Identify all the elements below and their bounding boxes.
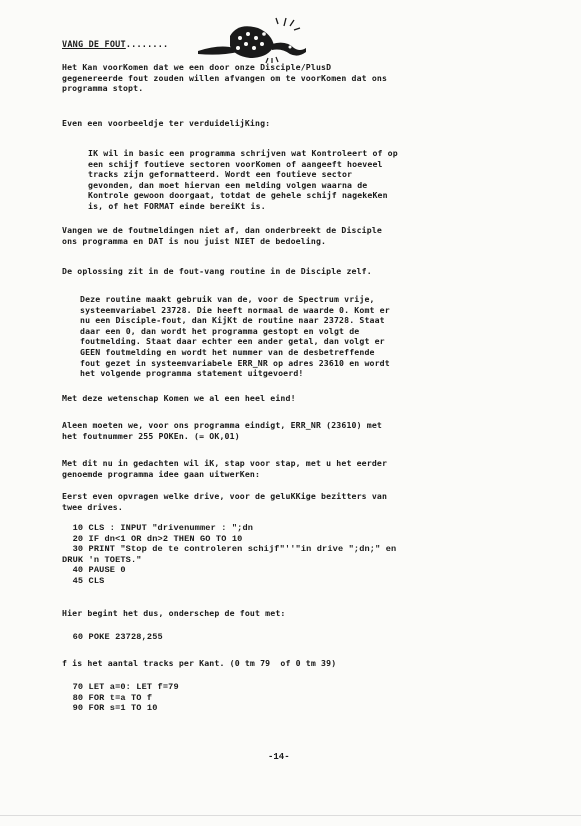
page-edge bbox=[0, 815, 581, 816]
solution-paragraph: De oplossing zit in de fout-vang routine in de Disciple zelf. bbox=[62, 266, 372, 276]
poke-paragraph: Aleen moeten we, voor ons programma eindigt, ERR_NR (23610) met het foutnummer 255 POKEn. (= OK,01) bbox=[62, 420, 382, 441]
knowledge-paragraph: Met deze wetenschap Komen we al een heel eind! bbox=[62, 393, 296, 403]
section-heading bbox=[62, 40, 168, 50]
tracks-paragraph: f is het aantal tracks per Kant. (0 tm 79 of 0 tm 39) bbox=[62, 658, 337, 668]
code-block-input: 10 CLS : INPUT "drivenummer : ";dn 20 IF dn<1 OR dn>2 THEN GO TO 10 30 PRINT "Stop de te controleren schijf"''"in drive ";dn;" en DRUK 'n TOETS." 40 PAUSE 0 45 CLS bbox=[62, 523, 397, 586]
drive-paragraph: Eerst even opvragen welke drive, voor de geluKKige bezitters van twee drives. bbox=[62, 491, 388, 512]
bird-illustration bbox=[190, 14, 310, 64]
problem-paragraph: Vangen we de foutmeldingen niet af, dan onderbreekt de Disciple ons programma en DAT is nou juist NIET de bedoeling. bbox=[62, 225, 382, 246]
code-block-loop: 70 LET a=0: LET f=79 80 FOR t=a TO f 90 FOR s=1 TO 10 bbox=[72, 682, 179, 714]
page-number: -14- bbox=[268, 752, 290, 762]
example-description: IK wil in basic een programma schrijven wat Kontroleert of op een schijf foutieve sectoren voorKomen of aangeeft hoeveel tracks zijn geformatteerd. Wordt een foutieve sector gevonden, dan moet hiervan een melding volgen waarna de Kontrole gewoon doorgaat, totdat de gehele schijf nagekeKen is, of het FORMAT einde bereiKt is. bbox=[88, 148, 398, 211]
step-paragraph: Met dit nu in gedachten wil iK, stap voor stap, met u het eerder genoemde programma idee gaan uitwerKen: bbox=[62, 458, 388, 479]
routine-explanation: Deze routine maakt gebruik van de, voor de Spectrum vrije, systeemvariabel 23728. Die heeft normaal de waarde 0. Komt er nu een Disciple-fout, dan KijKt de routine naar 23728. Staat daar een 0, dan wordt het programma gestopt en volgt de foutmelding. Staat daar echter een ander getal, dan volgt er GEEN foutmelding en wordt het nummer van de desbetreffende fout gezet in systeemvariabele ERR_NR op adres 23610 en wordt het volgende programma statement uitgevoerd! bbox=[80, 294, 390, 379]
intro-paragraph: Het Kan voorKomen dat we een door onze Disciple/PlusD gegenereerde fout zouden willen afvangen om te voorKomen dat ons programma stopt. bbox=[62, 62, 388, 94]
code-block-poke: 60 POKE 23728,255 bbox=[62, 632, 163, 642]
error-trap-paragraph: Hier begint het dus, onderschep de fout met: bbox=[62, 608, 286, 618]
heading-dots: ........ bbox=[125, 40, 169, 50]
heading-title: VANG DE FOUT bbox=[62, 40, 126, 50]
example-intro: Even een voorbeeldje ter verduidelijKing: bbox=[62, 118, 271, 128]
